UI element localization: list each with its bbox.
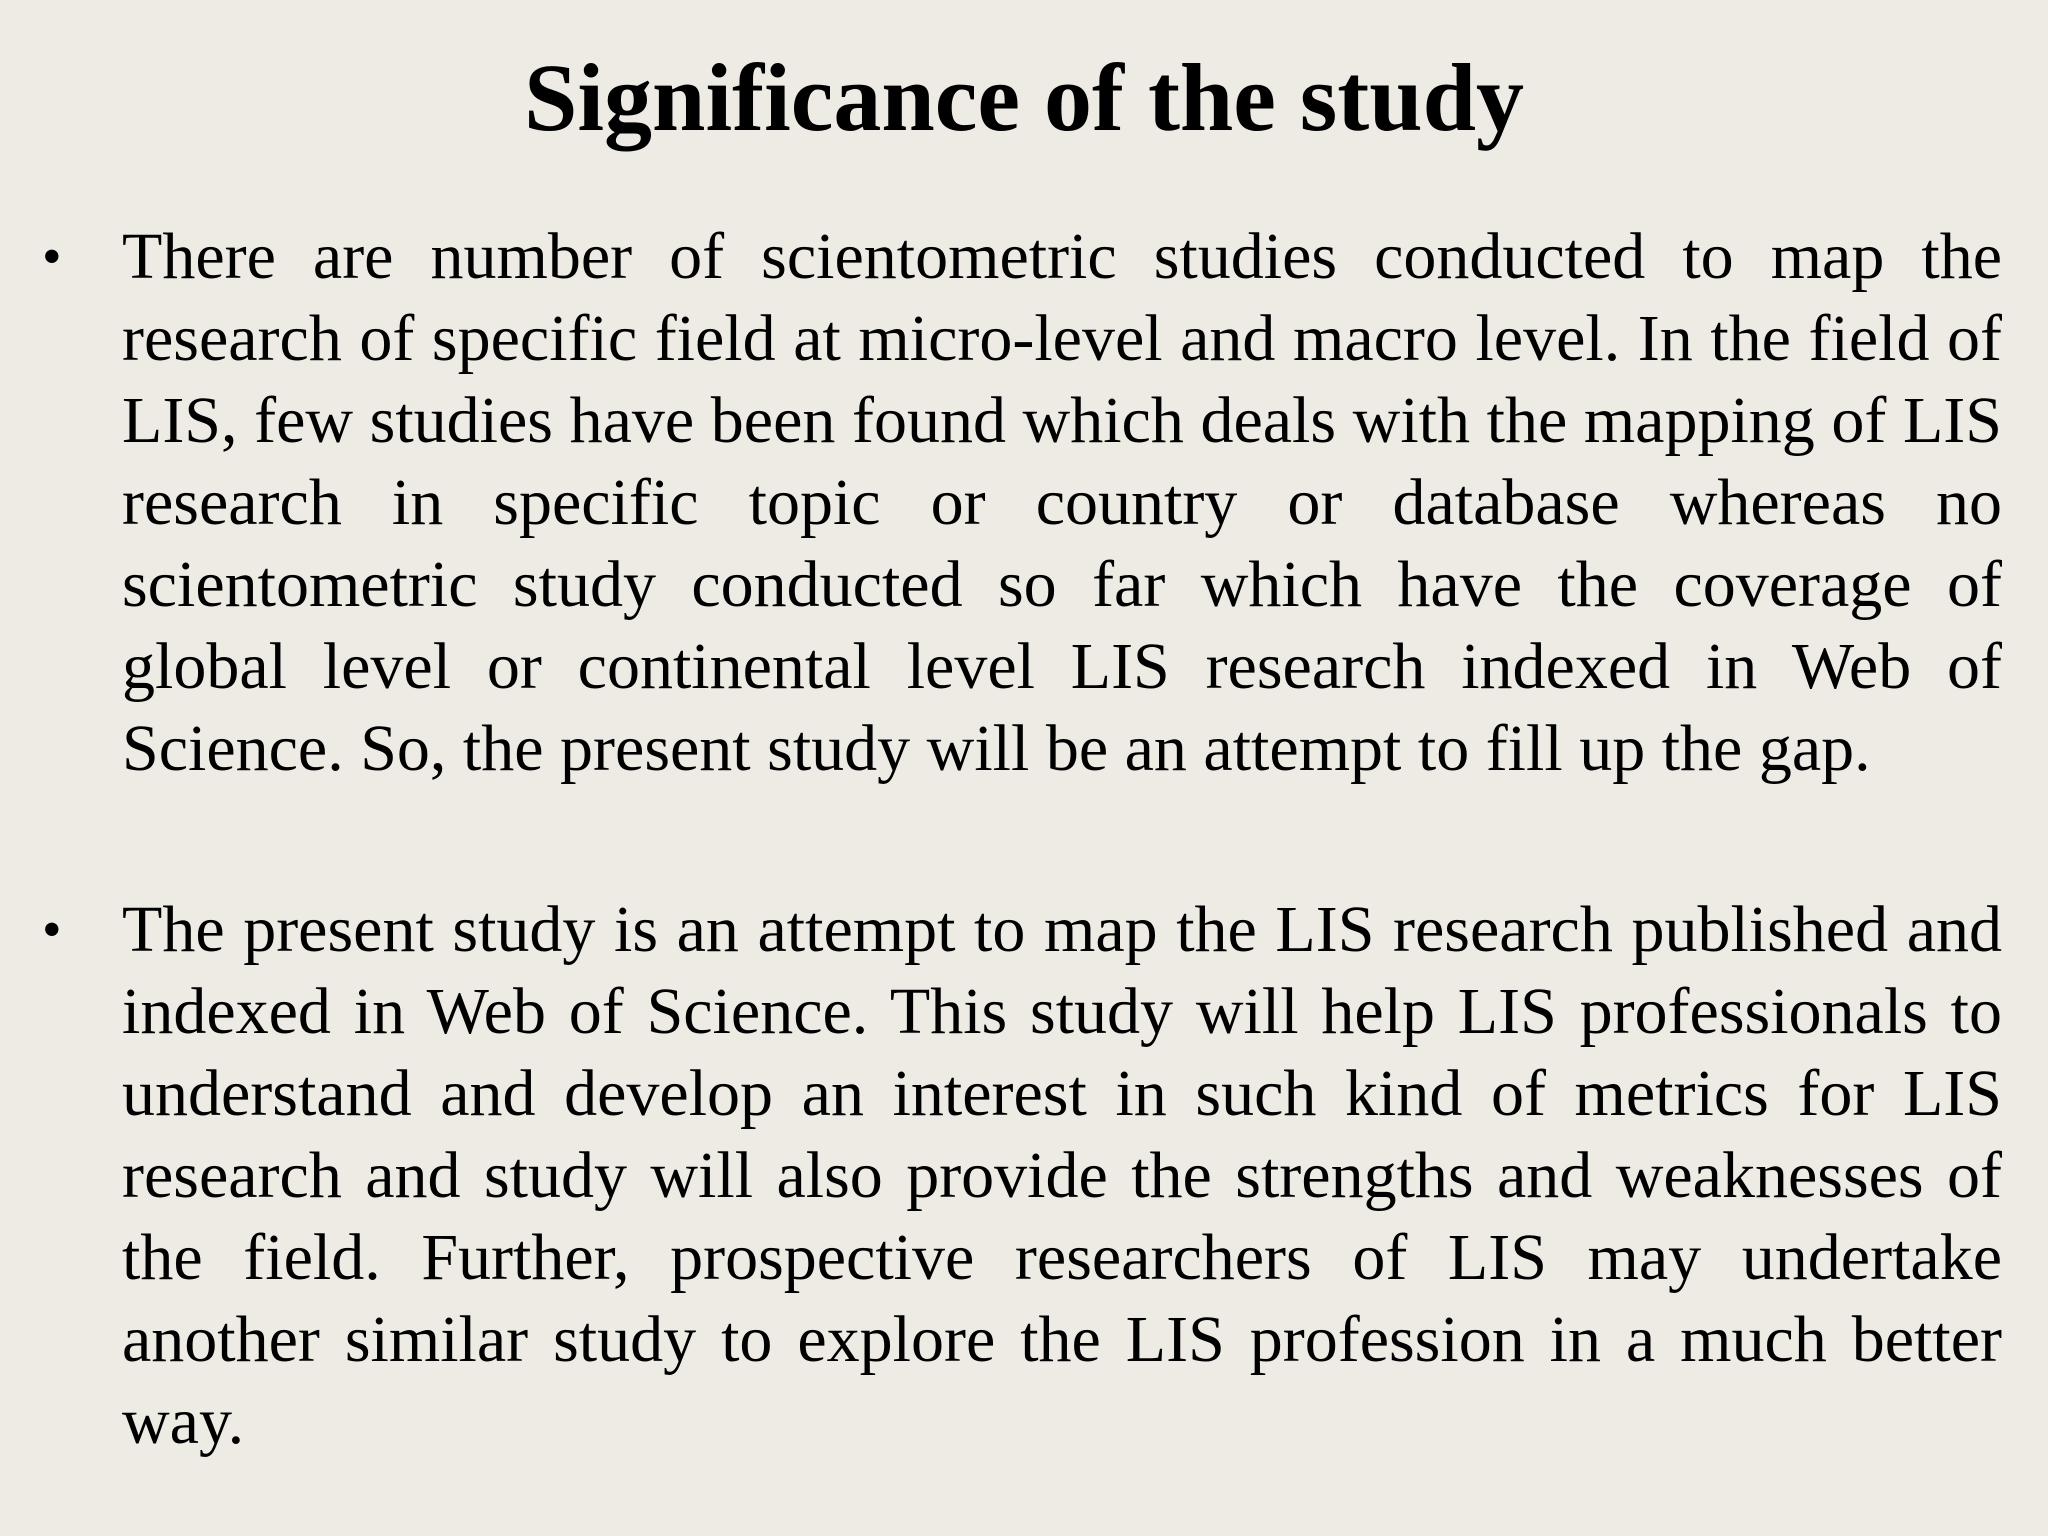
- bullet-item: [42, 216, 2002, 790]
- bullet-text: There are number of scientometric studies conducted to map the research of specific field at micro-level and macro level. In the field of LIS, few studies have been found which deals with the mapping of LIS research in specific topic or country or database whereas no scientometric study conducted so far which have the coverage of global level or continental level LIS research indexed in Web of Science. So, the present study will be an attempt to fill up the gap.: [122, 220, 2002, 785]
- bullet-dot-icon: •: [42, 226, 62, 288]
- bullet-item: [42, 889, 2002, 1463]
- bullet-dot-icon: •: [42, 899, 62, 961]
- bullet-text: The present study is an attempt to map the LIS research published and indexed in Web of Science. This study will help LIS professionals to understand and develop an interest in such kind of metrics for LIS research and study will also provide the strengths and weaknesses of the field. Further, prospective researchers of LIS may undertake another similar study to explore the LIS profession in a much better way.: [122, 893, 2002, 1458]
- slide-title: Significance of the study: [523, 44, 1525, 151]
